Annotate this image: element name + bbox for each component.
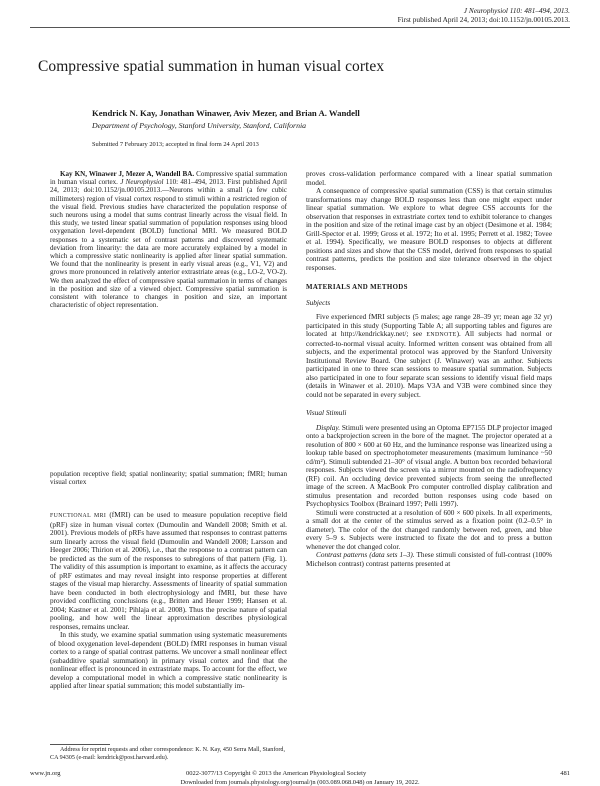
submission-dates: Submitted 7 February 2013; accepted in final form 24 April 2013	[92, 141, 259, 148]
keywords	[50, 470, 287, 486]
visual-stimuli-heading: Visual Stimuli	[306, 409, 347, 417]
subjects-heading: Subjects	[306, 298, 331, 307]
display-label: Display.	[316, 423, 341, 432]
contrast-patterns-text: These stimuli consisted of full-contrast (100% Michelson contrast) contrast patterns presented at	[306, 551, 552, 568]
intro-paragraph-3: A consequence of compressive spatial summation (CSS) is that certain stimulus transformations may change BOLD responses less than one might expect under linear spatial summation. We explore to what degree CSS accounts for the observation that responses in extrastriate cortex tend to exhibit tolerance to changes in the position and size of the retinal image cast by an object (Desimone et al. 1984; Grill-Spector et al. 1999; Gross et al. 1972; Ito et al. 1995; Perrett et al. 1982; Tovee et al. 1994). Specifically, we measure BOLD responses to objects at different positions and sizes and show that the CSS model, derived from responses to spatial contrast patterns, predicts the position and size tolerance observed in the object responses.	[306, 187, 552, 272]
subjects-text: Five experienced fMRI subjects (5 males; age range 28–39 yr; mean age 32 yr) participated in this study (Supporting Table A; all supporting tables and figures are located at http://kendrickkay.net/; see	[306, 313, 552, 338]
correspondence-text: Address for reprint requests and other correspondence: K. N. Kay, 450 Serra Mall, Stanford, CA 94305 (e-mail: kendrick@post.harvard.edu).	[50, 747, 286, 761]
keywords-text: population receptive field; spatial nonlinearity; spatial summation; fMRI; human visual cortex	[50, 470, 287, 487]
resolution-text: Stimuli were constructed at a resolution of 600 × 600 pixels. In all experiments, a small dot at the center of the stimulus served as a fixation point (0.2–0.5° in diameter). The color of the dot changed randomly between red, green, and blue every 5–9 s. Subjects were instructed to fixate the dot and to press a button whenever the dot changed color.	[306, 508, 552, 551]
endnote-ref: ENDNOTE	[426, 332, 457, 338]
page-number: 481	[560, 770, 570, 777]
subjects-text-continued: ). All subjects had normal or corrected-to-normal visual acuity. Informed written consent was obtained from all subjects, and the experimental protocol was approved by the Stanford University Institutional Review Board. One subject (J. Winawer) was an author. Subjects participated in one to three scan sessions to measure spatial summation. Subjects also participated in one to four separate scan sessions to identify visual field maps (details in Winawer et al. 2010). Maps V3A and V3B were combined since they could not be separated in every subject.	[306, 330, 552, 399]
intro-continuation: proves cross-validation performance compared with a linear spatial summation model.	[306, 170, 552, 187]
running-header-journal: J Neurophysiol 110: 481–494, 2013.	[463, 6, 570, 15]
abstract	[50, 170, 287, 309]
correspondence-footnote	[50, 747, 287, 762]
header-rule	[30, 27, 570, 28]
copyright-line: 0022-3077/13 Copyright © 2013 the American Physiological Society	[186, 770, 367, 777]
footnote-rule	[50, 744, 110, 745]
journal-url[interactable]: www.jn.org	[30, 770, 61, 777]
abstract-citation-journal: J Neurophysiol	[120, 178, 164, 187]
intro-paragraph-2: In this study, we examine spatial summation using systematic measurements of blood oxygenation level-dependent (BOLD) fMRI responses in human visual cortex to a range of spatial contrast patterns. We uncover a small nonlinear effect (subadditive spatial summation) in primary visual cortex and find that the nonlinear effect is pronounced in extrastriate maps. To account for the effect, we develop a computational model in which a compressive static nonlinearity is applied after linear spatial summation; this model substantially im-	[50, 631, 287, 690]
introduction	[50, 511, 287, 691]
author-list: Kendrick N. Kay, Jonathan Winawer, Aviv Mezer, and Brian A. Wandell	[92, 108, 360, 118]
intro-lead-in: FUNCTIONAL MRI	[50, 513, 107, 519]
running-header-first-published: First published April 24, 2013; doi:10.1152/jn.00105.2013.	[397, 15, 570, 24]
right-column	[306, 170, 552, 568]
abstract-text: 110: 481–494, 2013. First published April 24, 2013; doi:10.1152/jn.00105.2013.—Neurons within a small (a few cubic millimeters) region of visual cortex respond to stimuli within a restricted region of the visual field. Previous studies have characterized the population response of such neurons using a model that sums contrast linearly across the visual field. In this study, we tested linear spatial summation of population responses using blood oxygenation level-dependent (BOLD) functional MRI. We measured BOLD responses to a systematic set of contrast patterns and discovered systematic deviation from linearity: the data are more accurately explained by a model in which a compressive static nonlinearity is applied after linear spatial summation. We found that the nonlinearity is present in early visual areas (e.g., V1, V2) and grows more pronounced in relatively anterior extrastriate areas (e.g., LO-2, VO-2). We then analyzed the effect of compressive spatial summation in terms of changes in the position and size of a viewed object. Compressive spatial summation is consistent with tolerance to changes in position and size, an important characteristic of object representation.	[50, 178, 287, 310]
abstract-citation-authors: Kay KN, Winawer J, Mezer A, Wandell BA.	[60, 170, 195, 178]
download-note: Downloaded from journals.physiology.org/journal/jn (003.089.068.048) on January 19, 2022.	[180, 779, 420, 786]
abstract-citation-title: Compressive spatial summation in human visual cortex.	[50, 170, 287, 187]
author-affiliation: Department of Psychology, Stanford University, Stanford, California	[92, 121, 307, 130]
methods-heading: MATERIALS AND METHODS	[306, 284, 408, 291]
display-text: Stimuli were presented using an Optoma EP7155 DLP projector imaged onto a backprojection screen in the bore of the magnet. The projector operated at a resolution of 800 × 600 at 60 Hz, and the luminance response was linearized using a lookup table based on spectrophotometer measurements (maximum luminance ~50 cd/m²). Stimuli subtended 21–30° of visual angle. A button box recorded behavioral responses. Subjects viewed the screen via a mirror mounted on the radiofrequency (RF) coil. An occluding device prevented subjects from seeing the unreflected image of the screen. A MacBook Pro computer controlled display calibration and stimulus presentation and recorded button responses using code based on Psychophysics Toolbox (Brainard 1997; Pelli 1997).	[306, 423, 552, 508]
contrast-patterns-label: Contrast patterns (data sets 1–3).	[316, 551, 415, 559]
article-title: Compressive spatial summation in human visual cortex	[38, 58, 385, 75]
intro-paragraph-1: (fMRI) can be used to measure population receptive field (pRF) size in human visual cortex (Dumoulin and Wandell 2008; Smith et al. 2001). Previous models of pRFs have assumed that responses to contrast patterns sum linearly across the visual field (Dumoulin and Wandell 2008; Larsson and Heeger 2006; Thirion et al. 2006), i.e., that the response to a contrast pattern can be predicted as the sum of the responses to subregions of that pattern (Fig. 1). The validity of this assumption is important to examine, as it affects the accuracy of pRF estimates and may reveal insight into response properties at different stages of the visual map hierarchy. Assessments of linearity of spatial summation have been conducted in both electrophysiology and fMRI, but these have provided conflicting conclusions (e.g., Britten and Heuer 1999; Hansen et al. 2004; Kastner et al. 2001; Pihlaja et al. 2008). Thus the precise nature of spatial pooling, and how well the linear approximation describes physiological responses, remains unclear.	[50, 511, 287, 631]
